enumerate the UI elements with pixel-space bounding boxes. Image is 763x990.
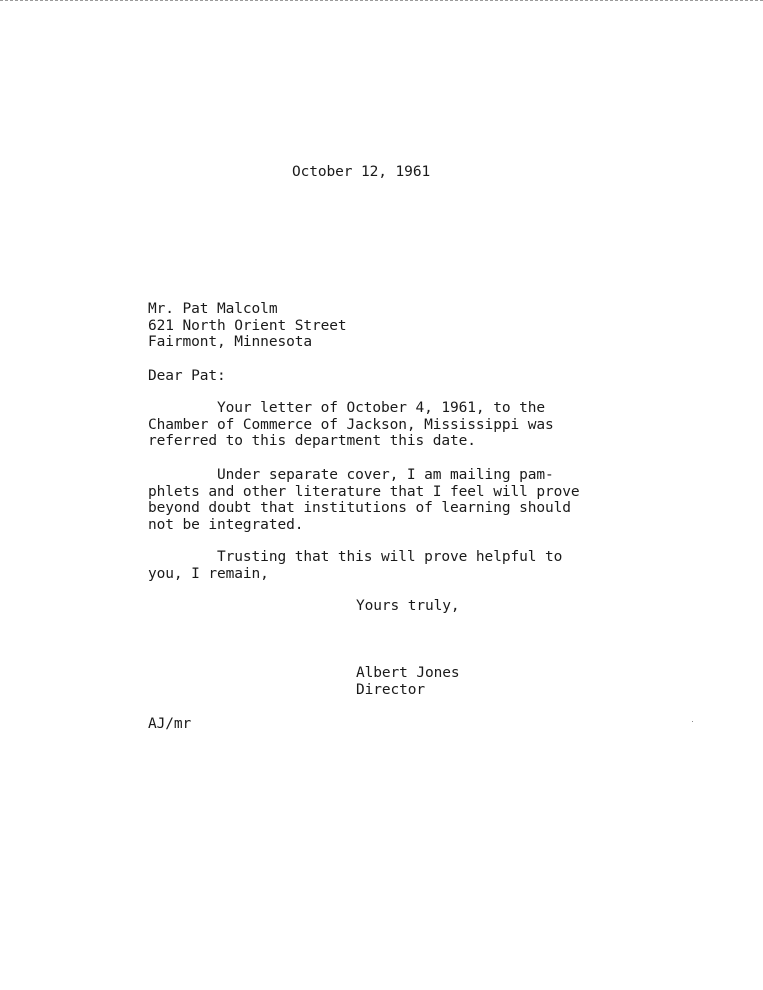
body-line: you, I remain, [148,565,269,582]
body-line: Trusting that this will prove helpful to [148,549,563,565]
body-line: referred to this department this date. [148,433,476,449]
body-line: Chamber of Commerce of Jackson, Mississippi was [148,416,554,433]
recipient-city: Fairmont, Minnesota [148,334,312,350]
salutation: Dear Pat: [148,368,226,384]
body-paragraph-1 [148,400,554,450]
page-top-border [0,0,763,1]
signature-block [356,665,460,698]
body-line: Under separate cover, I am mailing pam- [148,467,554,483]
recipient-street: 621 North Orient Street [148,317,347,334]
paper-speck [692,721,693,722]
body-paragraph-3 [148,549,562,582]
body-line: Your letter of October 4, 1961, to the [148,400,545,416]
signer-name: Albert Jones [356,665,460,681]
reference-initials: AJ/mr [148,716,192,732]
complimentary-closing: Yours truly, [356,598,460,614]
recipient-name: Mr. Pat Malcolm [148,301,278,317]
recipient-address-block [148,301,346,351]
body-line: not be integrated. [148,516,304,533]
letter-date: October 12, 1961 [292,164,431,180]
body-line: phlets and other literature that I feel will prove [148,483,580,500]
body-paragraph-2 [148,467,580,533]
signer-title: Director [356,681,426,698]
body-line: beyond doubt that institutions of learning should [148,500,571,516]
